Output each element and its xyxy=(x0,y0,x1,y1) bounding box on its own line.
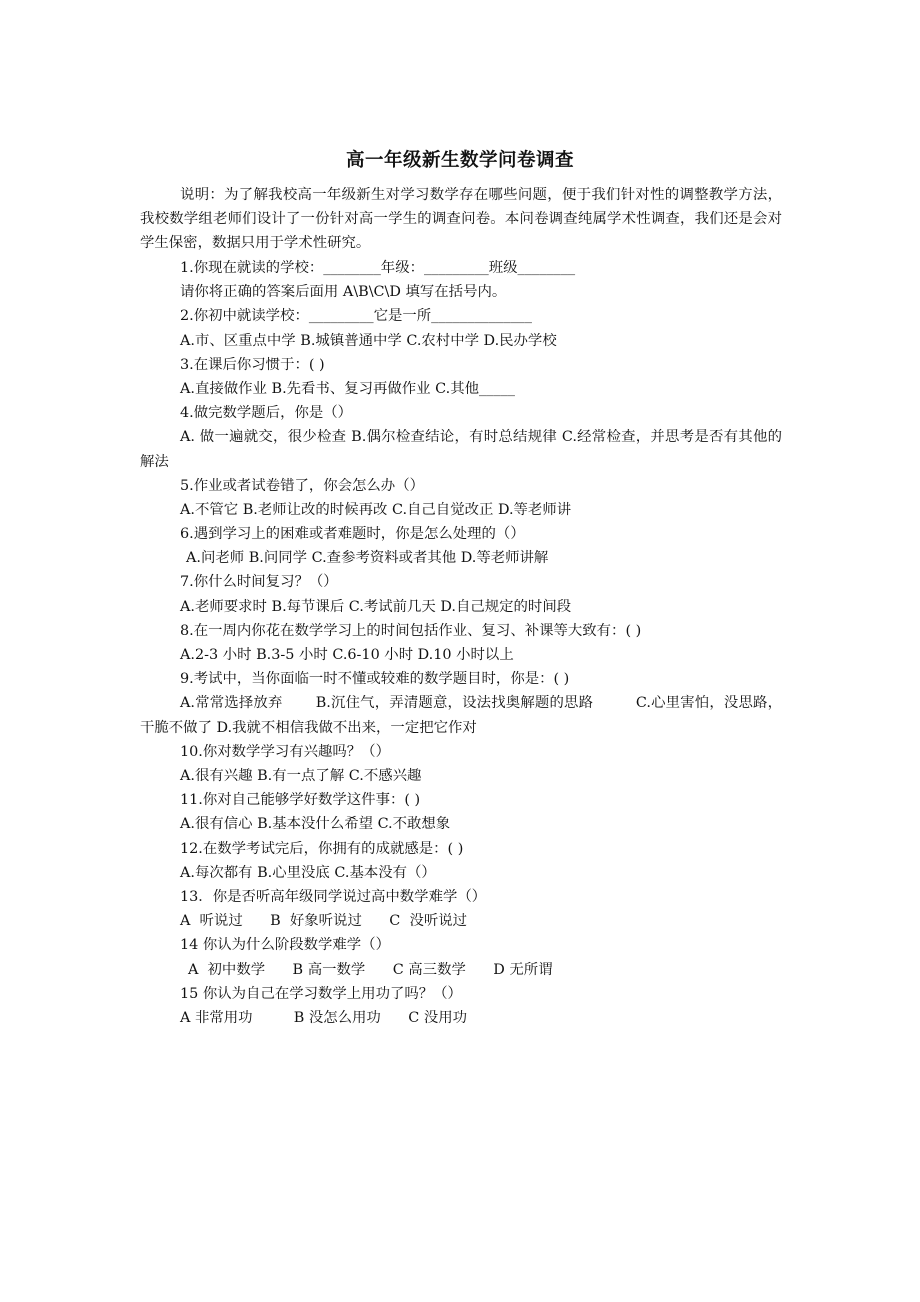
q10-line: 10.你对数学学习有兴趣吗？（） xyxy=(180,743,390,760)
q12-line: 12.在数学考试完后，你拥有的成就感是：( ) xyxy=(180,840,464,857)
instruction-line: 请你将正确的答案后面用 A\B\C\D 填写在括号内。 xyxy=(180,284,507,301)
q13-options: A 听说过 B 好象听说过 C 没听说过 xyxy=(180,913,468,930)
q2-options: A.市、区重点中学 B.城镇普通中学 C.农村中学 D.民办学校 xyxy=(180,332,557,349)
q8-line: 8.在一周内你花在数学学习上的时间包括作业、复习、补课等大致有：( ) xyxy=(180,622,642,639)
q6-line: 6.遇到学习上的困难或者难题时，你是怎么处理的（） xyxy=(180,526,525,543)
q12-options: A.每次都有 B.心里没底 C.基本没有（） xyxy=(180,864,436,881)
q11-options: A.很有信心 B.基本没什么希望 C.不敢想象 xyxy=(180,816,451,833)
q1-line: 1.你现在就读的学校：________年级：_________班级________ xyxy=(180,260,576,276)
q4-line: 4.做完数学题后，你是（） xyxy=(180,405,353,422)
page-title: 高一年级新生数学问卷调查 xyxy=(345,150,574,171)
q15-options: A 非常用功 B 没怎么用功 C 没用功 xyxy=(180,1009,468,1026)
q7-line: 7.你什么时间复习？（） xyxy=(180,574,338,591)
q3-line: 3.在课后你习惯于：( ) xyxy=(180,356,325,373)
q2-line: 2.你初中就读学校：_________它是一所______________ xyxy=(180,308,532,325)
q5-options: A.不管它 B.老师让改的时候再改 C.自己自觉改正 D.等老师讲 xyxy=(180,501,572,518)
q15-line: 15 你认为自己在学习数学上用功了吗？（） xyxy=(180,985,462,1002)
questionnaire-body xyxy=(140,256,782,1030)
q9-line: 9.考试中，当你面临一时不懂或较难的数学题目时，你是：( ) xyxy=(180,671,570,688)
q8-options: A.2-3 小时 B.3-5 小时 C.6-10 小时 D.10 小时以上 xyxy=(180,647,514,664)
q6-options: A.问老师 B.问同学 C.查参考资料或者其他 D.等老师讲解 xyxy=(186,550,549,567)
q14-line: 14 你认为什么阶段数学难学（） xyxy=(180,937,390,954)
q10-options: A.很有兴趣 B.有一点了解 C.不感兴趣 xyxy=(180,768,422,784)
q5-line: 5.作业或者试卷错了，你会怎么办（） xyxy=(180,477,424,494)
q3-options: A.直接做作业 B.先看书、复习再做作业 C.其他_____ xyxy=(180,380,515,397)
q7-options: A.老师要求时 B.每节课后 C.考试前几天 D.自己规定的时间段 xyxy=(180,598,572,615)
intro-paragraph: 说明：为了解我校高一年级新生对学习数学存在哪些问题，便于我们针对性的调整教学方法，我校数学组老师们设计了一份针对高一学生的调查问卷。本问卷调查纯属学术性调查，我们还是会对学生保密，数据只用于学术性研究。 xyxy=(140,187,782,252)
q13-line: 13．你是否听高年级同学说过高中数学难学（） xyxy=(180,888,487,905)
q4-options: A. 做一遍就交，很少检查 B.偶尔检查结论，有时总结规律 C.经常检查，并思考是否有其他的解法 xyxy=(140,429,782,470)
q9-options: A.常常选择放弃 B.沉住气，弄清题意，设法找奥解题的思路 C.心里害怕，没思路，干脆不做了 D.我就不相信我做不出来，一定把它作对 xyxy=(140,695,782,736)
q14-options: A 初中数学 B 高一数学 C 高三数学 D 无所谓 xyxy=(188,961,553,978)
q11-line: 11.你对自己能够学好数学这件事：( ) xyxy=(180,792,421,809)
